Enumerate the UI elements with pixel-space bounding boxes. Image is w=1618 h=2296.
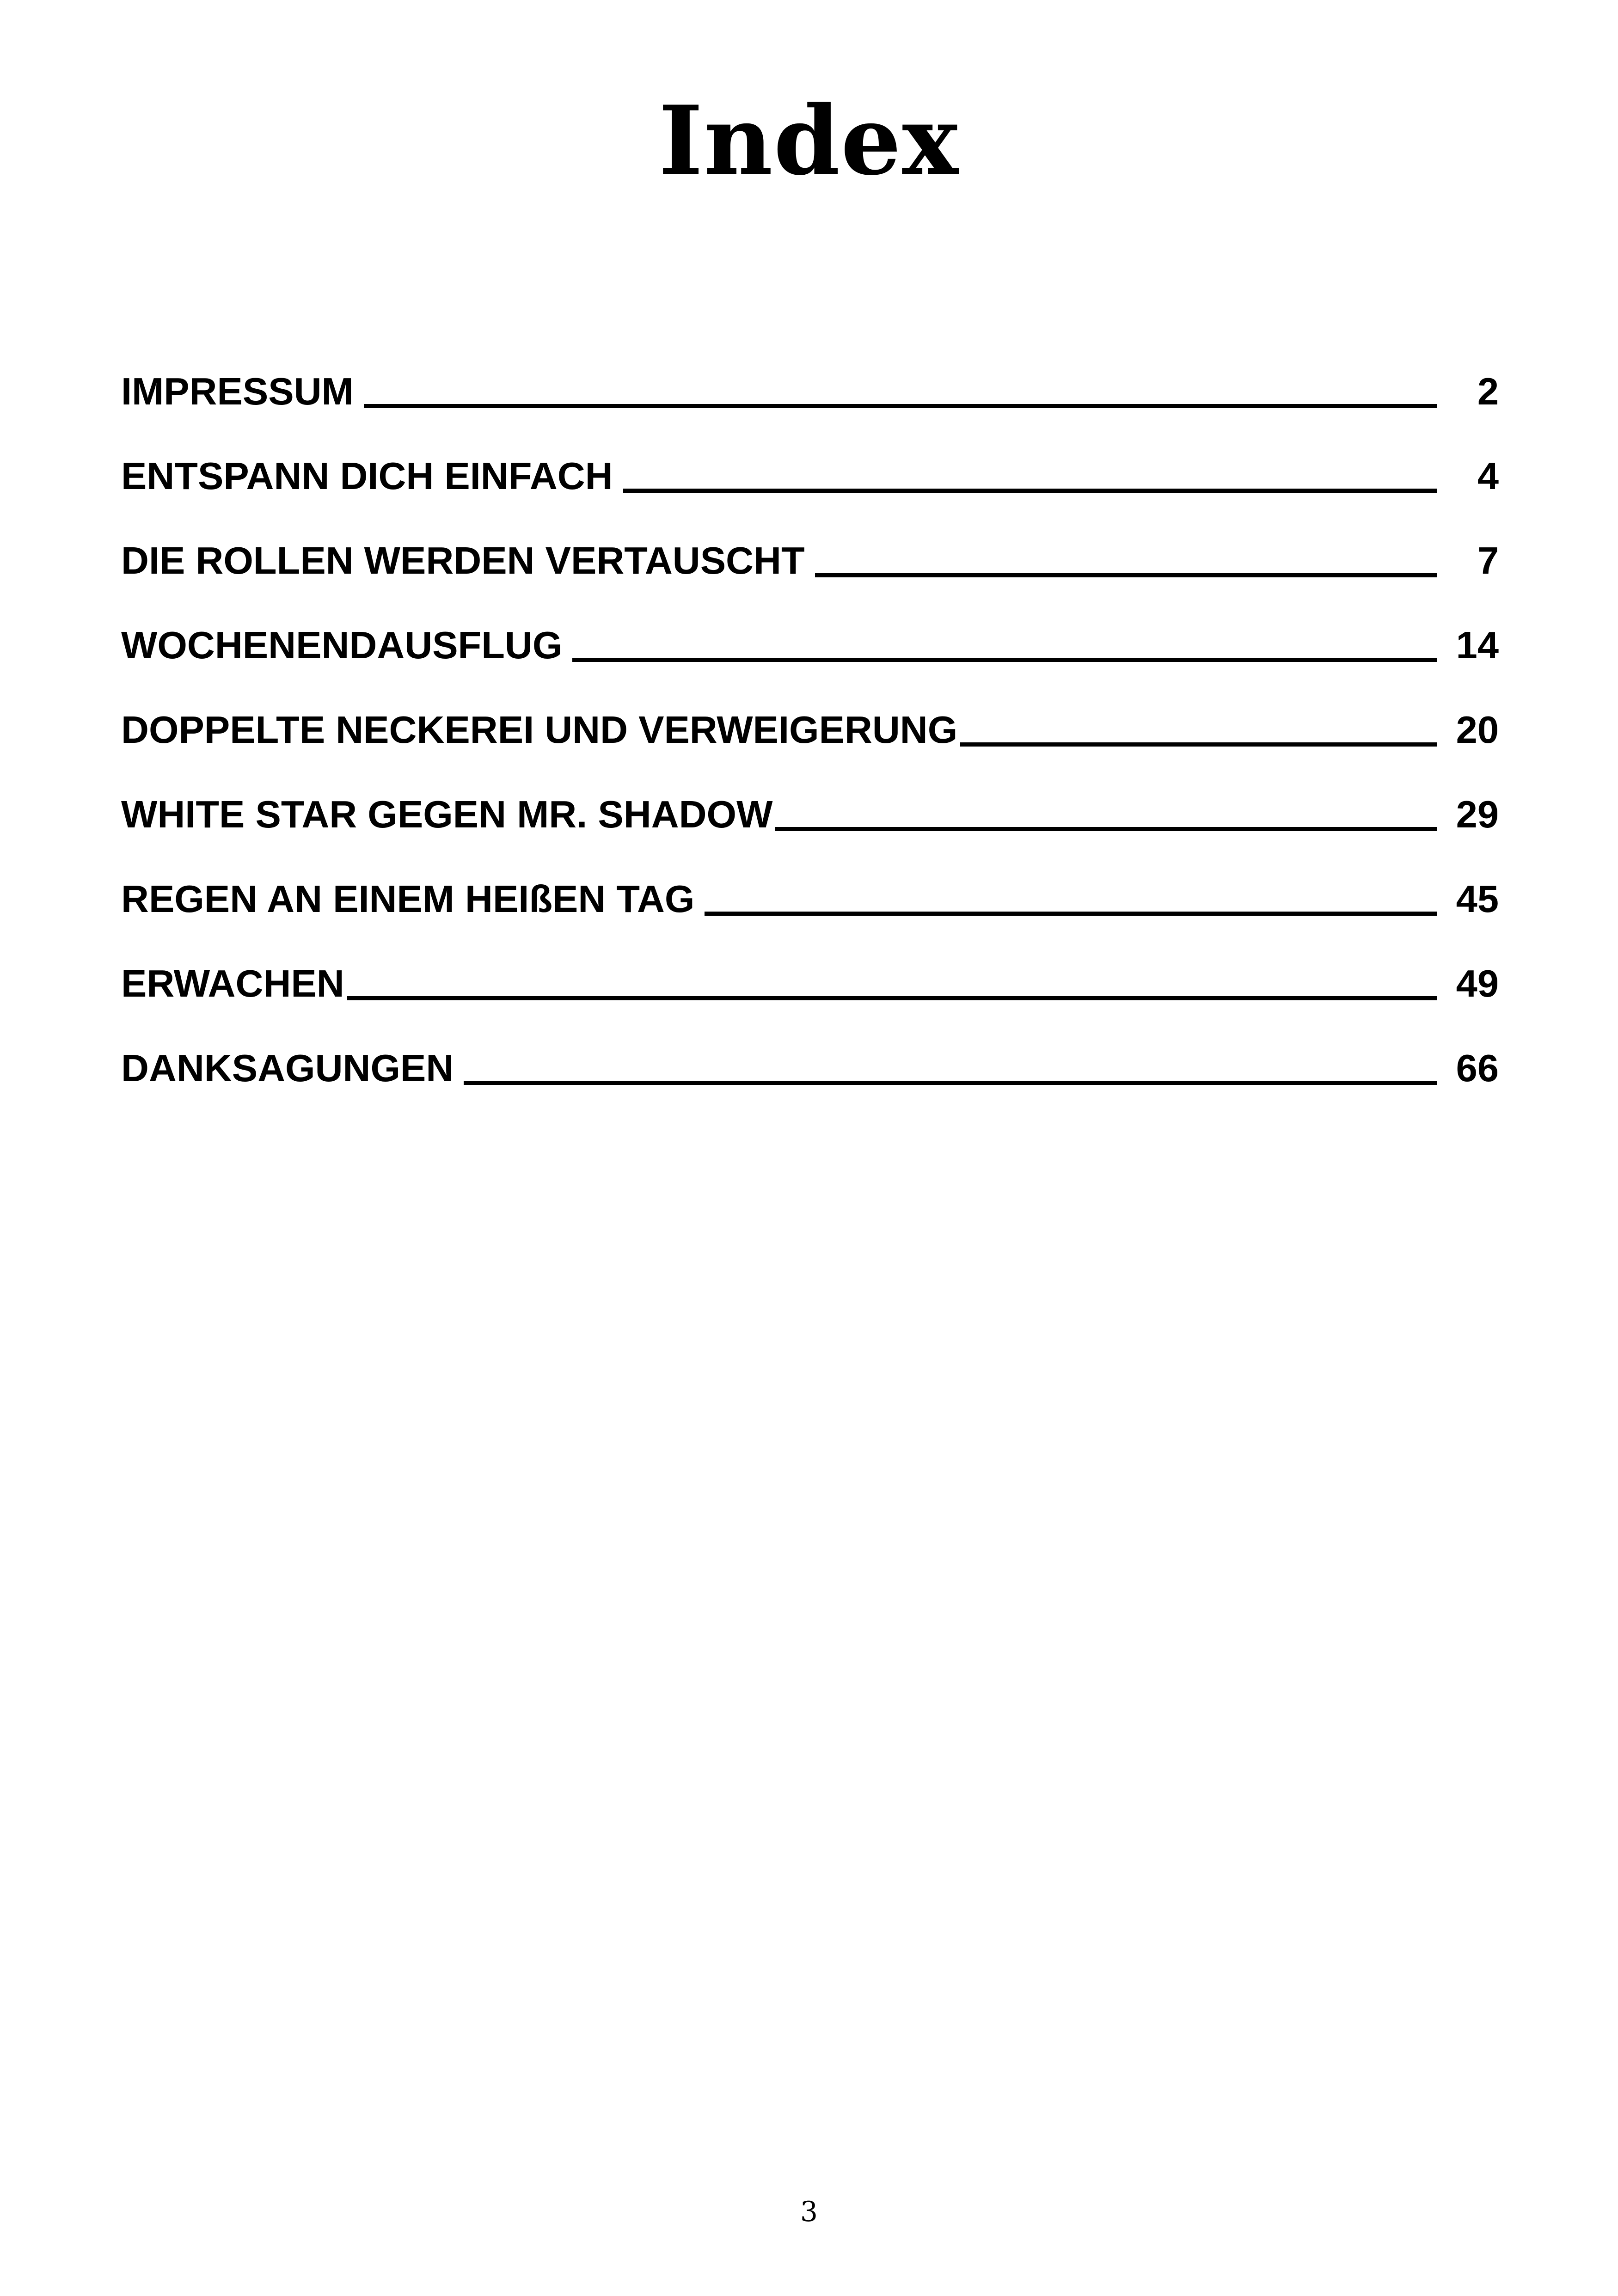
toc-entry-label: REGEN AN EINEM HEIßEN TAG [121, 877, 695, 920]
toc-entry-page: 7 [1477, 539, 1499, 582]
toc-leader-line [364, 404, 1437, 408]
toc-entry [121, 753, 1499, 838]
toc-entry [121, 330, 1499, 415]
toc-entry-page: 2 [1477, 370, 1499, 413]
toc-entry-page: 49 [1456, 962, 1499, 1005]
toc-entry [121, 668, 1499, 753]
toc-entry-label: DOPPELTE NECKEREI UND VERWEIGERUNG [121, 708, 958, 751]
toc-leader-line [347, 996, 1437, 1000]
toc-entry-label: WOCHENENDAUSFLUG [121, 624, 563, 667]
toc-leader-line [960, 742, 1437, 747]
toc-entry [121, 1007, 1499, 1091]
toc-entry [121, 415, 1499, 499]
page-number: 3 [800, 2196, 818, 2228]
toc-entry-page: 4 [1477, 454, 1499, 497]
toc-leader-line [464, 1081, 1437, 1085]
toc-entry [121, 584, 1499, 668]
toc-entry-page: 66 [1456, 1047, 1499, 1090]
toc-entry-label: DIE ROLLEN WERDEN VERTAUSCHT [121, 539, 805, 582]
toc-entry-label: ERWACHEN [121, 962, 344, 1005]
toc-entry-page: 20 [1456, 708, 1499, 751]
toc-leader-line [623, 489, 1437, 493]
toc-entry-page: 29 [1456, 793, 1499, 836]
toc-entry-label: IMPRESSUM [121, 370, 354, 413]
toc-entry-page: 14 [1456, 624, 1499, 667]
toc-leader-line [705, 912, 1437, 916]
toc-leader-line [572, 658, 1437, 662]
table-of-contents [121, 330, 1499, 1091]
toc-entry [121, 922, 1499, 1007]
toc-entry-label: DANKSAGUNGEN [121, 1047, 454, 1090]
toc-entry [121, 838, 1499, 922]
toc-entry-label: WHITE STAR GEGEN MR. SHADOW [121, 793, 773, 836]
toc-leader-line [775, 827, 1437, 831]
page-title: Index [658, 86, 960, 196]
toc-entry-page: 45 [1456, 877, 1499, 920]
toc-entry [121, 499, 1499, 584]
toc-entry-label: ENTSPANN DICH EINFACH [121, 454, 613, 497]
toc-leader-line [815, 573, 1437, 577]
